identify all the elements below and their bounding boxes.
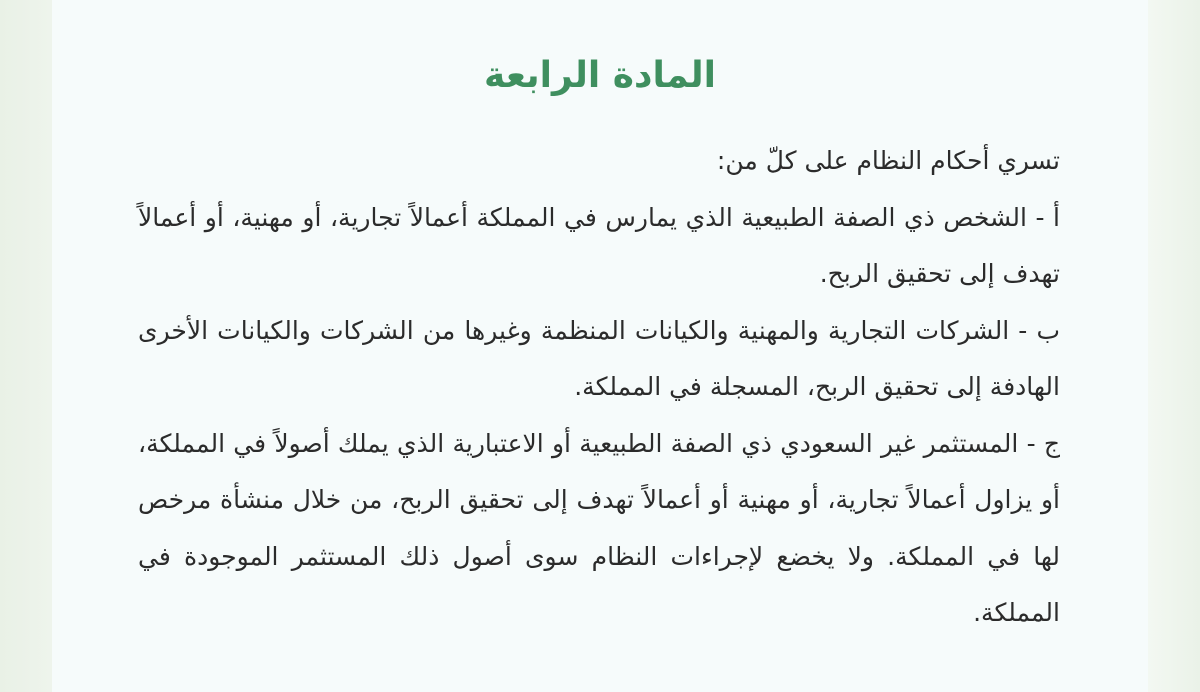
article-intro: تسري أحكام النظام على كلّ من: xyxy=(716,146,1060,175)
article-body xyxy=(138,133,1060,642)
article-item-a: أ - الشخص ذي الصفة الطبيعية الذي يمارس في المملكة أعمالاً تجارية، أو مهنية، أو أعمالاً تهدف إلى تحقيق الربح. xyxy=(138,202,1060,288)
article-item-c: ج - المستثمر غير السعودي ذي الصفة الطبيعية أو الاعتبارية الذي يملك أصولاً في المملكة، أو يزاول أعمالاً تجارية، أو مهنية أو أعمالاً تهدف إلى تحقيق الربح، من خلال منشأة مرخص لها في المملكة. ولا يخضع لإجراءات النظام سوى أصول ذلك المستثمر الموجودة في المملكة. xyxy=(138,428,1060,627)
article-title: المادة الرابعة xyxy=(483,55,717,96)
article-item-b: ب - الشركات التجارية والمهنية والكيانات المنظمة وغيرها من الشركات والكيانات الأخرى الهادفة إلى تحقيق الربح، المسجلة في المملكة. xyxy=(138,315,1060,401)
document-card xyxy=(52,0,1148,692)
